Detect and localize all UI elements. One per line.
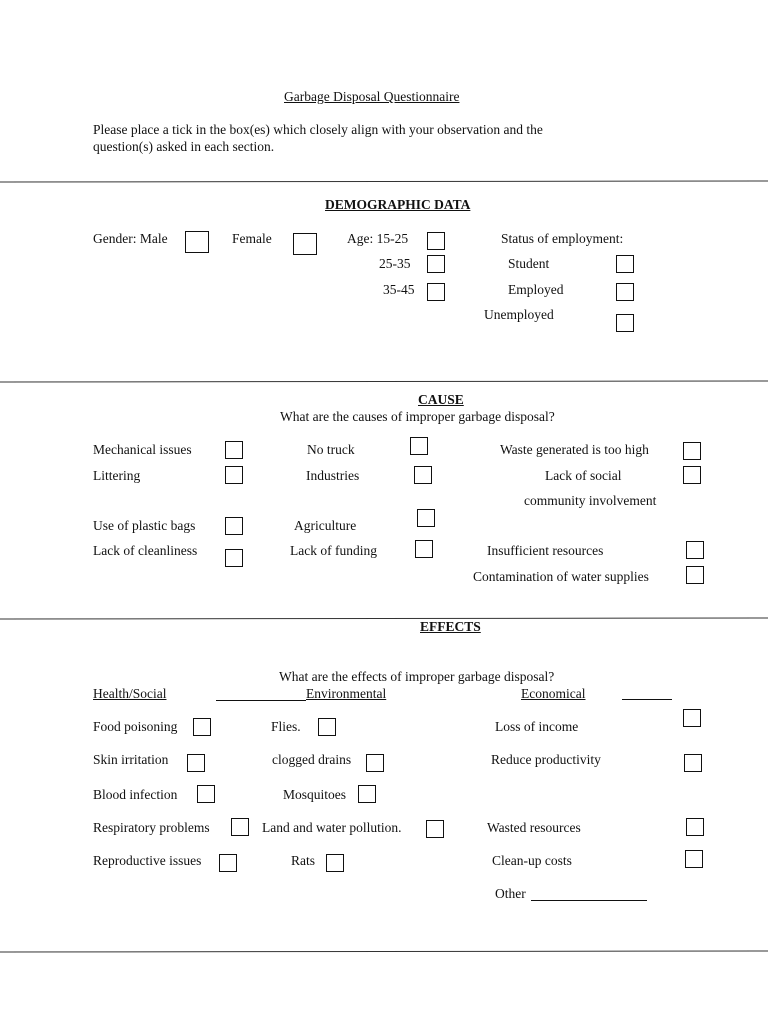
respiratory-checkbox[interactable] bbox=[231, 818, 249, 836]
flies-checkbox[interactable] bbox=[318, 718, 336, 736]
skin-irritation-label: Skin irritation bbox=[93, 752, 169, 767]
environmental-header: Environmental bbox=[306, 686, 387, 701]
contamination-checkbox[interactable] bbox=[686, 566, 704, 584]
no-truck-checkbox[interactable] bbox=[410, 437, 428, 455]
land-water-checkbox[interactable] bbox=[426, 820, 444, 838]
student-checkbox[interactable] bbox=[616, 255, 634, 273]
lack-funding-checkbox[interactable] bbox=[415, 540, 433, 558]
mechanical-issues-checkbox[interactable] bbox=[225, 441, 243, 459]
reproductive-label: Reproductive issues bbox=[93, 853, 202, 868]
effects-heading: EFFECTS bbox=[420, 619, 481, 634]
community-involvement-label: community involvement bbox=[524, 493, 657, 508]
employed-label: Employed bbox=[508, 282, 564, 297]
littering-label: Littering bbox=[93, 468, 141, 483]
cleanup-costs-label: Clean-up costs bbox=[492, 853, 572, 868]
wasted-resources-label: Wasted resources bbox=[487, 820, 581, 835]
age-35-45-checkbox[interactable] bbox=[427, 283, 445, 301]
waste-generated-label: Waste generated is too high bbox=[500, 442, 649, 457]
gender-male-label: Gender: Male bbox=[93, 231, 168, 246]
waste-generated-checkbox[interactable] bbox=[683, 442, 701, 460]
lack-social-label: Lack of social bbox=[545, 468, 622, 483]
instruction-line-2: question(s) asked in each section. bbox=[93, 139, 275, 154]
other-label: Other bbox=[495, 886, 526, 901]
plastic-bags-label: Use of plastic bags bbox=[93, 518, 196, 533]
economical-header: Economical bbox=[521, 686, 586, 701]
other-input-line[interactable] bbox=[531, 900, 647, 901]
blood-infection-label: Blood infection bbox=[93, 787, 178, 802]
cause-heading: CAUSE bbox=[418, 392, 464, 407]
mosquitoes-checkbox[interactable] bbox=[358, 785, 376, 803]
age-25-35-checkbox[interactable] bbox=[427, 255, 445, 273]
age-25-35-label: 25-35 bbox=[379, 256, 411, 271]
industries-checkbox[interactable] bbox=[414, 466, 432, 484]
clogged-drains-checkbox[interactable] bbox=[366, 754, 384, 772]
header-underline bbox=[622, 699, 672, 700]
section-divider bbox=[0, 380, 768, 382]
insufficient-resources-label: Insufficient resources bbox=[487, 543, 604, 558]
lack-social-checkbox[interactable] bbox=[683, 466, 701, 484]
reduce-productivity-checkbox[interactable] bbox=[684, 754, 702, 772]
agriculture-checkbox[interactable] bbox=[417, 509, 435, 527]
respiratory-label: Respiratory problems bbox=[93, 820, 210, 835]
reproductive-checkbox[interactable] bbox=[219, 854, 237, 872]
employment-status-label: Status of employment: bbox=[501, 231, 624, 246]
female-checkbox[interactable] bbox=[293, 233, 317, 255]
loss-income-checkbox[interactable] bbox=[683, 709, 701, 727]
age-15-25-label: Age: 15-25 bbox=[347, 231, 409, 246]
header-underline bbox=[216, 700, 306, 701]
land-water-label: Land and water pollution. bbox=[262, 820, 402, 835]
lack-cleanliness-checkbox[interactable] bbox=[225, 549, 243, 567]
lack-cleanliness-label: Lack of cleanliness bbox=[93, 543, 198, 558]
clogged-drains-label: clogged drains bbox=[272, 752, 352, 767]
industries-label: Industries bbox=[306, 468, 360, 483]
male-checkbox[interactable] bbox=[185, 231, 209, 253]
food-poisoning-checkbox[interactable] bbox=[193, 718, 211, 736]
rats-checkbox[interactable] bbox=[326, 854, 344, 872]
blood-infection-checkbox[interactable] bbox=[197, 785, 215, 803]
flies-label: Flies. bbox=[271, 719, 301, 734]
unemployed-label: Unemployed bbox=[484, 307, 554, 322]
age-35-45-label: 35-45 bbox=[383, 282, 415, 297]
reduce-productivity-label: Reduce productivity bbox=[491, 752, 601, 767]
section-divider bbox=[0, 180, 768, 182]
effects-question: What are the effects of improper garbage disposal? bbox=[279, 669, 555, 684]
cause-question: What are the causes of improper garbage disposal? bbox=[280, 409, 555, 424]
section-divider bbox=[0, 617, 768, 619]
health-social-header: Health/Social bbox=[93, 686, 167, 701]
contamination-label: Contamination of water supplies bbox=[473, 569, 649, 584]
skin-irritation-checkbox[interactable] bbox=[187, 754, 205, 772]
mechanical-issues-label: Mechanical issues bbox=[93, 442, 192, 457]
female-label: Female bbox=[232, 231, 272, 246]
agriculture-label: Agriculture bbox=[294, 518, 357, 533]
food-poisoning-label: Food poisoning bbox=[93, 719, 178, 734]
littering-checkbox[interactable] bbox=[225, 466, 243, 484]
section-divider bbox=[0, 950, 768, 952]
mosquitoes-label: Mosquitoes bbox=[283, 787, 347, 802]
student-label: Student bbox=[508, 256, 550, 271]
instruction-line-1: Please place a tick in the box(es) which closely align with your observation and the bbox=[93, 122, 543, 137]
demographic-heading: DEMOGRAPHIC DATA bbox=[325, 197, 471, 212]
plastic-bags-checkbox[interactable] bbox=[225, 517, 243, 535]
age-15-25-checkbox[interactable] bbox=[427, 232, 445, 250]
wasted-resources-checkbox[interactable] bbox=[686, 818, 704, 836]
insufficient-resources-checkbox[interactable] bbox=[686, 541, 704, 559]
rats-label: Rats bbox=[291, 853, 316, 868]
loss-income-label: Loss of income bbox=[495, 719, 579, 734]
no-truck-label: No truck bbox=[307, 442, 355, 457]
page-title: Garbage Disposal Questionnaire bbox=[284, 89, 460, 104]
lack-funding-label: Lack of funding bbox=[290, 543, 377, 558]
cleanup-costs-checkbox[interactable] bbox=[685, 850, 703, 868]
employed-checkbox[interactable] bbox=[616, 283, 634, 301]
unemployed-checkbox[interactable] bbox=[616, 314, 634, 332]
